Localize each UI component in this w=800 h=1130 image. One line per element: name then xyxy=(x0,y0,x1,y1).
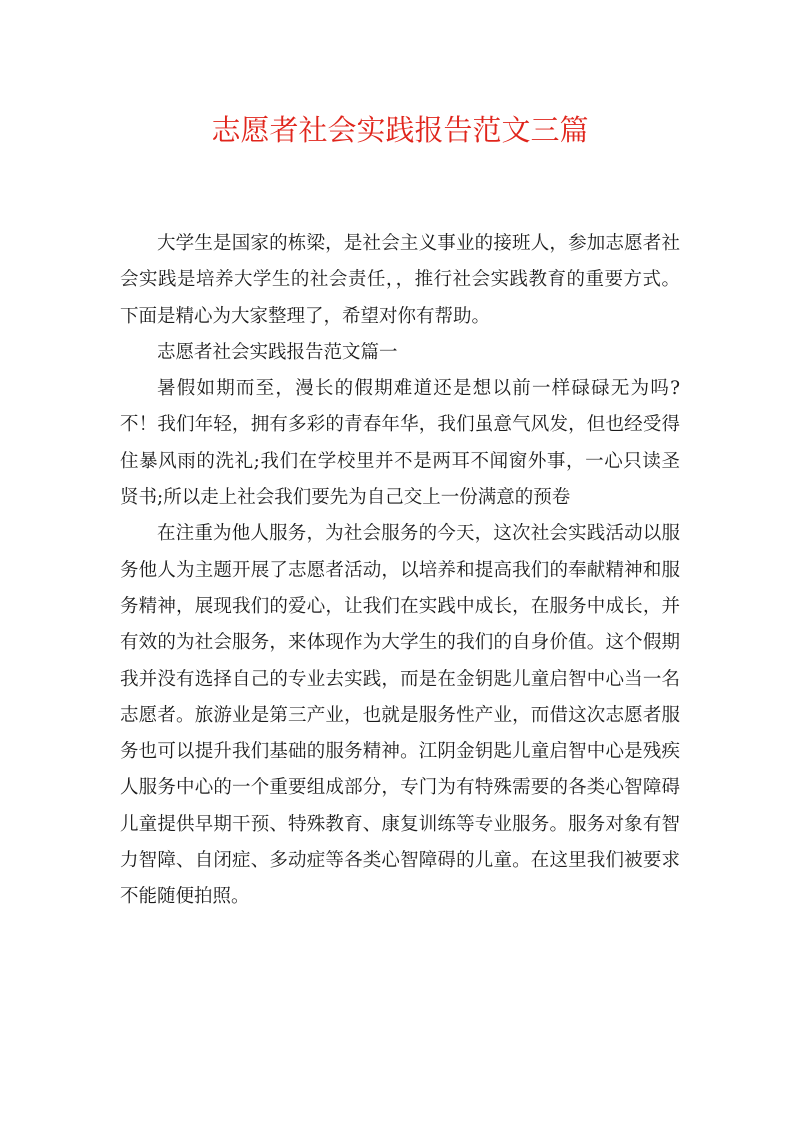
section-heading: 志愿者社会实践报告范文篇一 xyxy=(157,341,398,363)
intro-paragraph: 大学生是国家的栋梁，是社会主义事业的接班人，参加志愿者社会实践是培养大学生的社会责任，，推行社会实践教育的重要方式。下面是精心为大家整理了，希望对你有帮助。 xyxy=(120,233,680,327)
document-title: 志愿者社会实践报告范文三篇 xyxy=(211,113,589,147)
body-paragraph-1: 暑假如期而至，漫长的假期难道还是想以前一样碌碌无为吗?不！我们年轻，拥有多彩的青春年华，我们虽意气风发，但也经受得住暴风雨的洗礼;我们在学校里并不是两耳不闻窗外事，一心只读圣贤书;所以走上社会我们要先为自己交上一份满意的预卷 xyxy=(120,378,680,509)
body-paragraph-2: 在注重为他人服务，为社会服务的今天，这次社会实践活动以服务他人为主题开展了志愿者活动，以培养和提高我们的奉献精神和服务精神，展现我们的爱心，让我们在实践中成长，在服务中成长，并有效的为社会服务，来体现作为大学生的我们的自身价值。这个假期我并没有选择自己的专业去实践，而是在金钥匙儿童启智中心当一名志愿者。旅游业是第三产业，也就是服务性产业，而借这次志愿者服务也可以提升我们基础的服务精神。江阴金钥匙儿童启智中心是残疾人服务中心的一个重要组成部分，专门为有特殊需要的各类心智障碍儿童提供早期干预、特殊教育、康复训练等专业服务。服务对象有智力智障、自闭症、多动症等各类心智障碍的儿童。在这里我们被要求不能随便拍照。 xyxy=(120,523,680,908)
document-body xyxy=(120,226,680,916)
